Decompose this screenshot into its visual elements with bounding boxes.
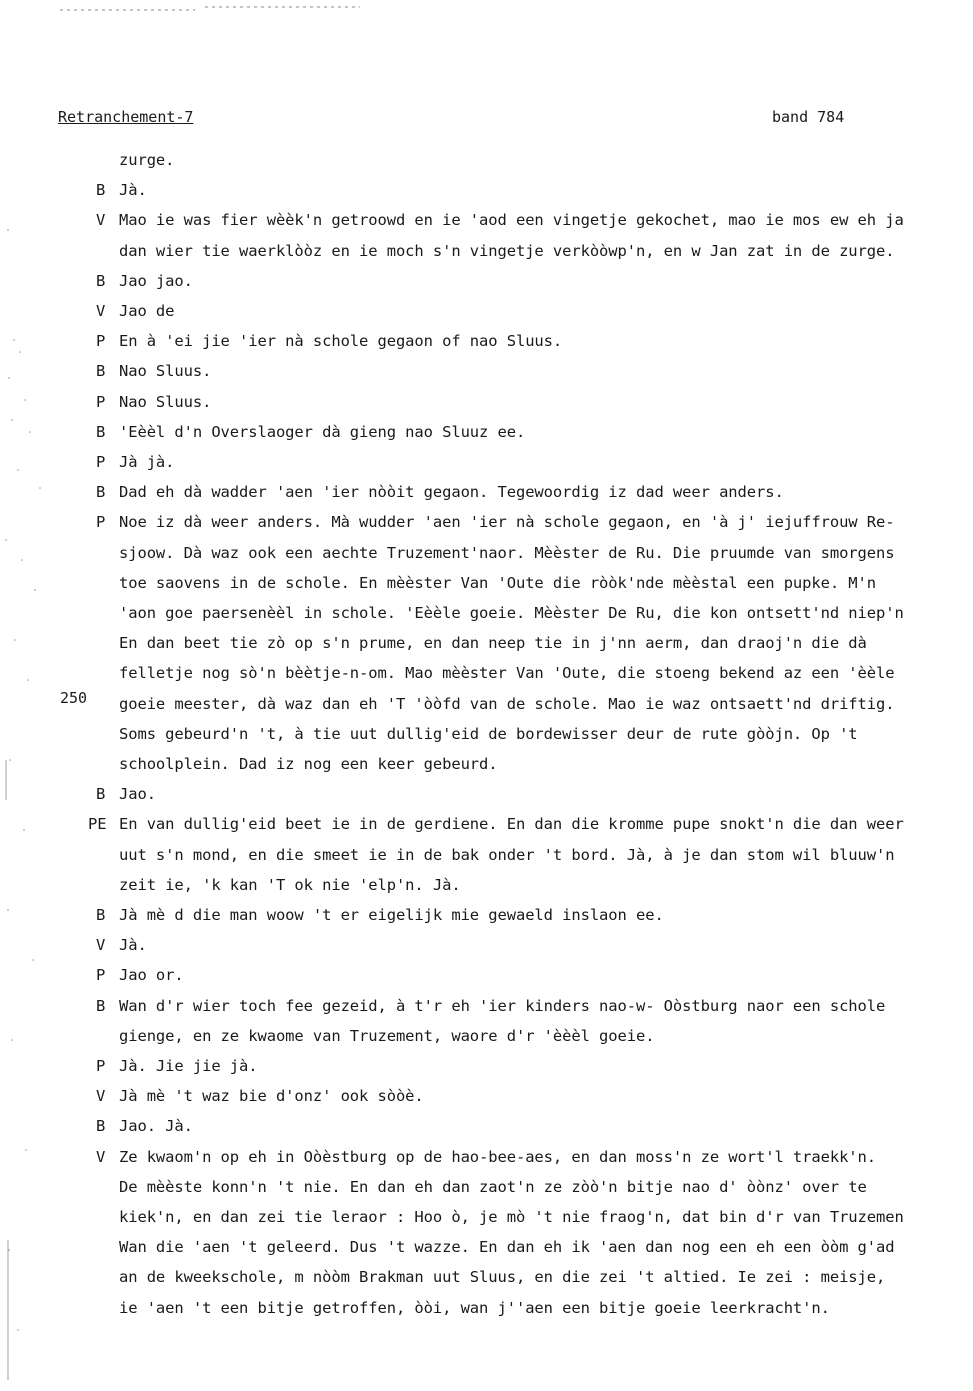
line-text: En à 'ei jie 'ier nà schole gegaon of nao Sluus. <box>119 332 563 351</box>
line-text: ie 'aen 't een bitje getroffen, òòi, wan j''aen een bitje goeie leerkracht'n. <box>119 1298 830 1317</box>
speaker-label: P <box>96 966 106 985</box>
line-text: sjoow. Dà waz ook een aechte Truzement'naor. Mèèster de Ru. Die pruumde van smorgens <box>119 543 895 562</box>
line-text: Ze kwaom'n op eh in Oòèstburg op de hao-bee-aes, en dan moss'n ze wort'l traekk'n. <box>119 1147 877 1166</box>
speaker-label: V <box>96 211 106 230</box>
line-text: toe saovens in de schole. En mèèster Van 'Oute die ròòk'nde mèèstal een pupke. M'n <box>119 573 877 592</box>
line-text: 'aon goe paersenèèl in schole. 'Eèèle goeie. Mèèster De Ru, die kon ontsett'nd niep'n <box>119 604 904 622</box>
top-scan-marks <box>55 2 375 20</box>
line-text: felletje nog sò'n bèètje-n-om. Mao mèèster Van 'Oute, die stoeng bekend az een 'èèle <box>119 664 895 683</box>
line-text: 'Eèèl d'n Overslaoger dà gieng nao Sluuz ee. <box>119 422 526 441</box>
line-marker: 250 <box>60 689 88 707</box>
line-text: zurge. <box>119 151 175 169</box>
line-text: Jà mè 't waz bie d'onz' ook sòòè. <box>119 1087 424 1106</box>
line-text: schoolplein. Dad iz nog een keer gebeurd. <box>119 755 498 773</box>
line-text: Wan d'r wier toch fee gezeid, à t'r eh 'ier kinders nao-w- Oòstburg naor een schole <box>119 996 886 1015</box>
line-text: Mao ie was fier wèèk'n getroowd en ie 'aod een vingetje gekochet, mao ie mos ew eh ja <box>119 211 904 230</box>
line-text: Jà. <box>119 181 147 200</box>
line-text: Nao Sluus. <box>119 392 212 411</box>
line-text: Jà mè d die man woow 't er eigelijk mie gewaeld inslaon ee. <box>119 906 664 924</box>
line-text: goeie meester, dà waz dan eh 'T 'òòfd van de schole. Mao ie waz ontsaett'nd driftig. <box>119 694 895 713</box>
line-text: Jao or. <box>119 966 184 985</box>
line-text: kiek'n, en dan zei tie leraor : Hoo ò, je mò 't nie fraog'n, dat bin d'r van Truzemen <box>119 1208 904 1226</box>
speaker-label: B <box>96 271 106 290</box>
line-text: gienge, en ze kwaome van Truzement, waore d'r 'èèèl goeie. <box>119 1026 655 1045</box>
line-text: En van dullig'eid beet ie in de gerdiene. En dan die kromme pupe snokt'n die dan weer <box>119 815 904 834</box>
line-text: Jà jà. <box>119 453 175 471</box>
speaker-label: P <box>96 513 106 532</box>
speaker-label: B <box>96 362 106 381</box>
document-title: Retranchement-7 <box>58 108 194 126</box>
speaker-label: V <box>96 1087 106 1106</box>
speaker-label: PE <box>88 815 107 834</box>
line-text: En dan beet tie zò op s'n prume, en dan neep tie in j'nn aerm, dan draoj'n die dà <box>119 634 867 653</box>
speaker-label: B <box>96 1117 106 1136</box>
line-text: uut s'n mond, en die smeet ie in de bak onder 't bord. Jà, à je dan stom wil bluuw'n <box>119 845 895 864</box>
line-text: Jao. <box>119 785 156 804</box>
line-text: Jao. Jà. <box>119 1117 193 1136</box>
speaker-label: B <box>96 906 106 924</box>
speaker-label: B <box>96 996 106 1015</box>
line-text: Dad eh dà wadder 'aen 'ier nòòit gegaon. Tegewoordig iz dad weer anders. <box>119 483 784 502</box>
speaker-label: P <box>96 1057 106 1075</box>
speaker-label: B <box>96 181 106 200</box>
line-text: an de kweekschole, m nòòm Brakman uut Sluus, en die zei 't altied. Ie zei : meisje, <box>119 1268 886 1287</box>
line-text: Noe iz dà weer anders. Mà wudder 'aen 'ier nà schole gegaon, en 'à j' iejuffrouw Re- <box>119 513 895 532</box>
margin-scan-marks <box>0 0 60 1391</box>
line-text: zeit ie, 'k kan 'T ok nie 'elp'n. Jà. <box>119 875 461 894</box>
line-text: Soms gebeurd'n 't, à tie uut dullig'eid de bordewisser deur de rute gòòjn. Op 't <box>119 724 858 743</box>
line-text: Wan die 'aen 't geleerd. Dus 't wazze. En dan eh ik 'aen dan nog een eh een òòm g'ad <box>119 1238 895 1257</box>
band-number: band 784 <box>772 108 845 126</box>
speaker-label: B <box>96 422 106 441</box>
line-text: Nao Sluus. <box>119 362 212 381</box>
speaker-label: V <box>96 1147 106 1166</box>
speaker-label: P <box>96 332 106 351</box>
line-text: De mèèste konn'n 't nie. En dan eh dan zaot'n ze zòò'n bitje nao d' òònz' over te <box>119 1177 867 1196</box>
line-text: Jà. <box>119 936 147 955</box>
line-text: Jao jao. <box>119 271 193 290</box>
line-text: dan wier tie waerklòòz en ie moch s'n vingetje verkòòwp'n, en w Jan zat in de zurge. <box>119 241 895 260</box>
line-text: Jao de <box>119 302 175 320</box>
speaker-label: V <box>96 936 106 955</box>
speaker-label: V <box>96 302 106 320</box>
speaker-label: B <box>96 483 106 502</box>
line-text: Jà. Jie jie jà. <box>119 1057 258 1075</box>
speaker-label: B <box>96 785 106 804</box>
speaker-label: P <box>96 453 106 471</box>
speaker-label: P <box>96 392 106 411</box>
